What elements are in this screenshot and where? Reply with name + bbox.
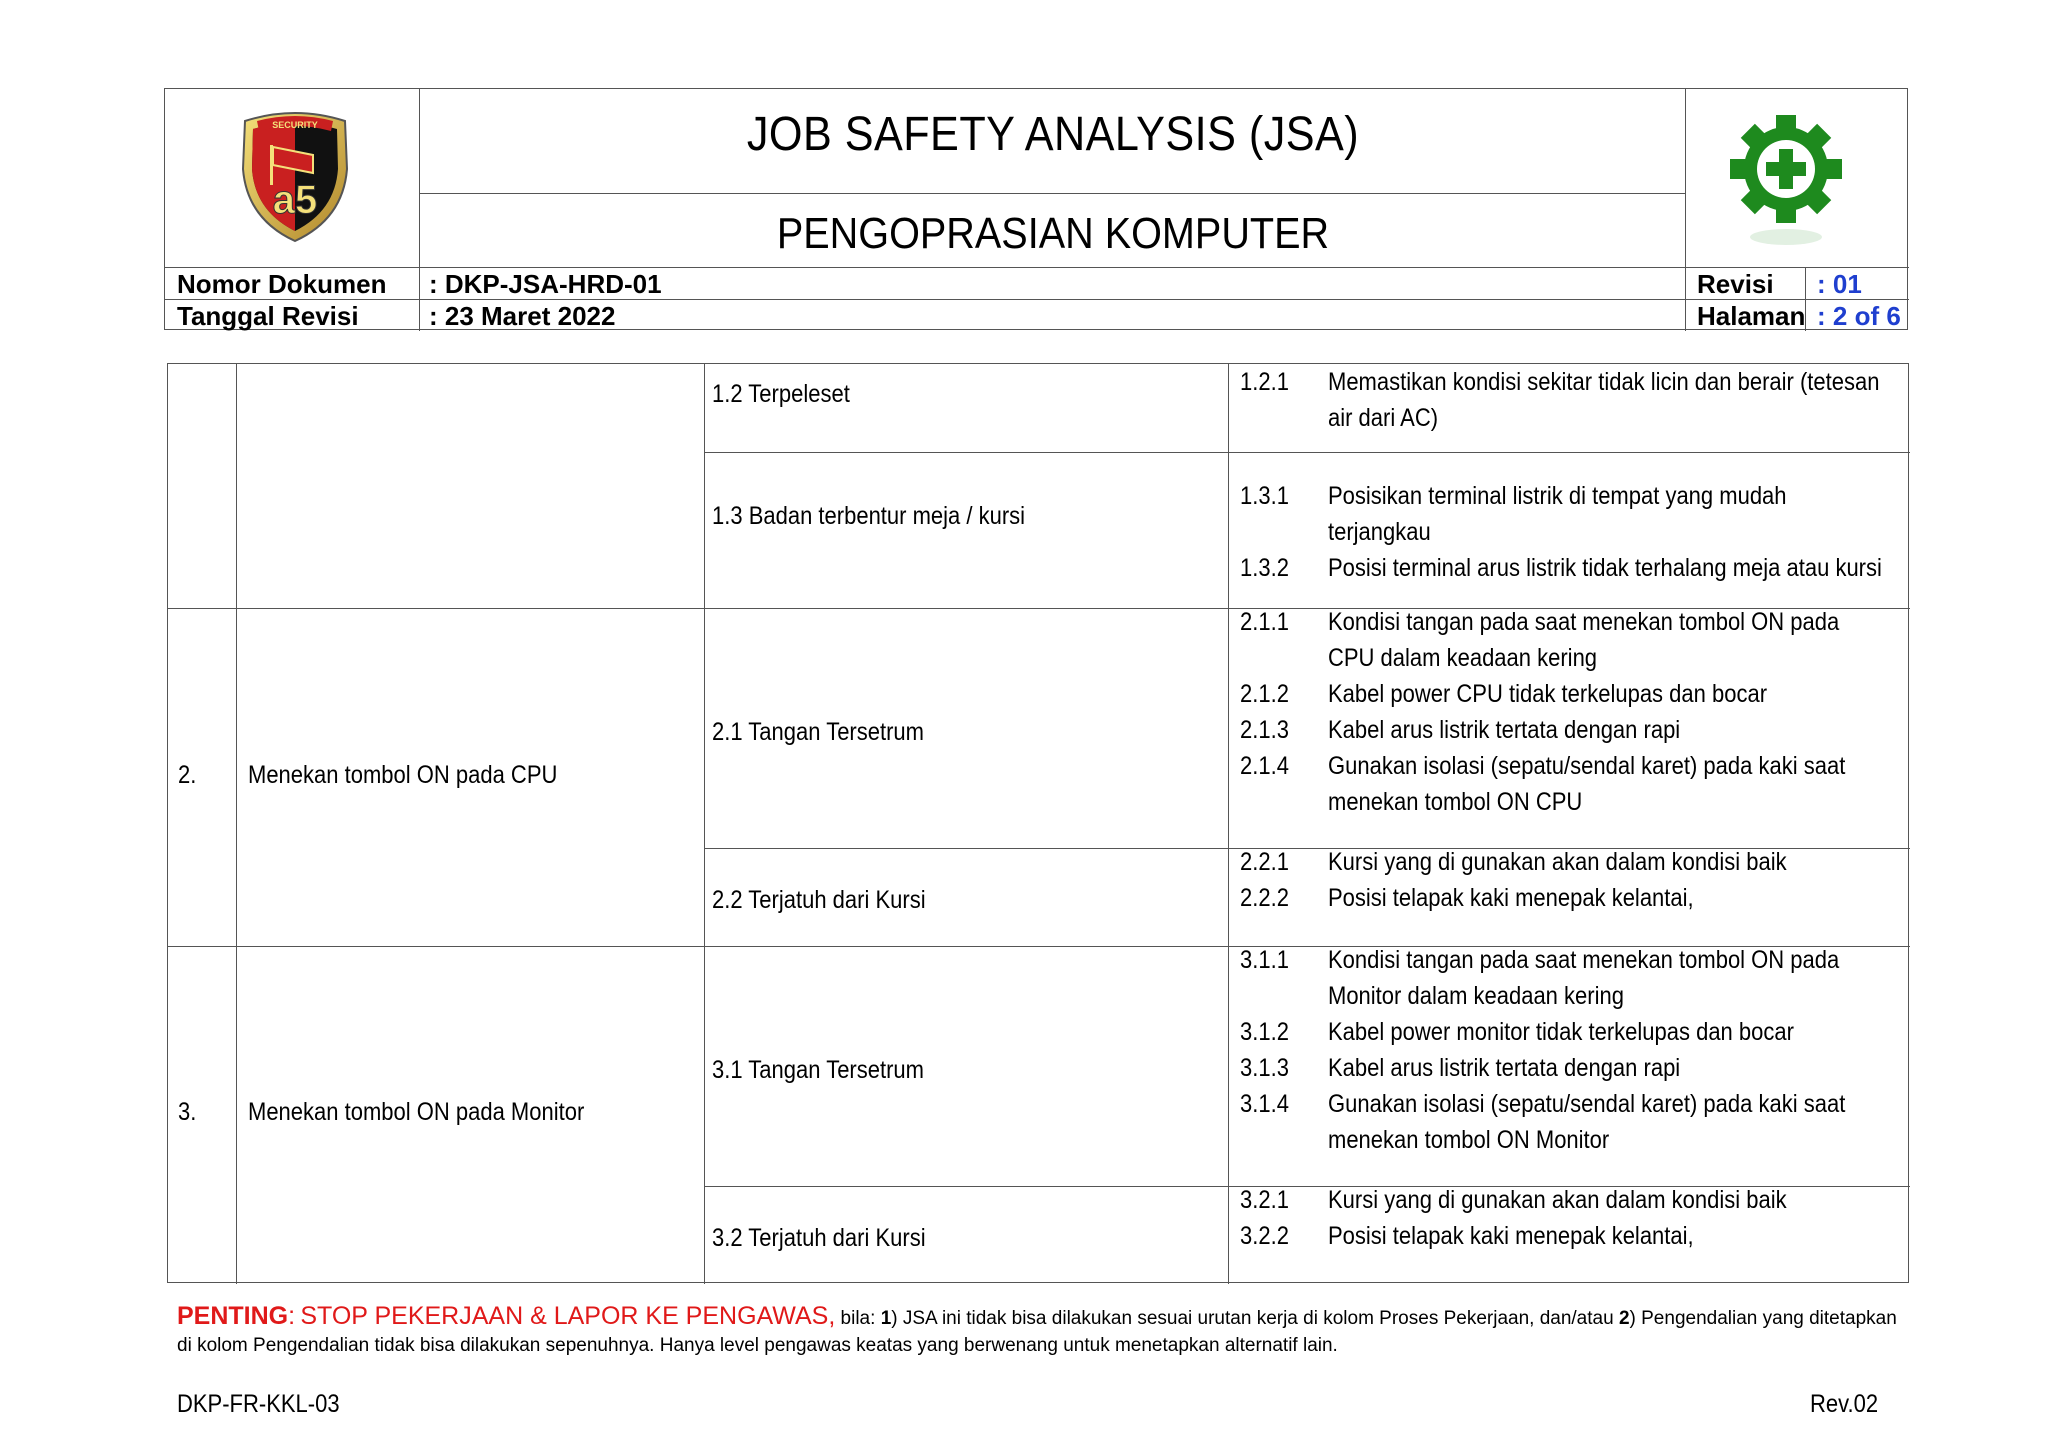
note-important-label: PENTING <box>177 1302 289 1330</box>
hazard-label: 2.1 Tangan Tersetrum <box>712 718 924 746</box>
safety-gear-cross-icon <box>1713 105 1863 255</box>
hazard-label: 3.1 Tangan Tersetrum <box>712 1056 924 1084</box>
step-description: Menekan tombol ON pada Monitor <box>248 1098 585 1126</box>
svg-text:SECURITY: SECURITY <box>272 120 318 130</box>
note-colon: : <box>288 1302 296 1330</box>
page-number-value: : 2 of 6 <box>1817 301 1901 331</box>
form-revision: Rev.02 <box>1810 1390 1879 1418</box>
note-text-2: ) JSA ini tidak bisa dilakukan sesuai urutan kerja di kolom Proses Pekerjaan, dan/atau <box>891 1308 1619 1329</box>
revision-date-value: : 23 Maret 2022 <box>429 301 616 331</box>
revision-label: Revisi <box>1697 269 1774 299</box>
svg-text:a5: a5 <box>272 178 318 222</box>
step-number: 2. <box>178 761 197 789</box>
doc-number-value: : DKP-JSA-HRD-01 <box>429 269 662 299</box>
step-number: 3. <box>178 1098 197 1126</box>
hazard-label: 1.2 Terpeleset <box>712 380 850 408</box>
revision-value: : 01 <box>1817 269 1862 299</box>
page-number-label: Halaman <box>1697 301 1806 331</box>
note-text-3: ) Pengendalian yang ditetapkan di kolom Pengendalian tidak bisa dilakukan sepenuhnya. Hanya level pengawas keatas yang berwenang untuk menetapkan alternatif lain. <box>177 1308 1897 1356</box>
page-subtitle: PENGOPRASIAN KOMPUTER <box>776 209 1330 258</box>
form-code: DKP-FR-KKL-03 <box>177 1390 340 1418</box>
note-comma: , <box>828 1302 836 1330</box>
page-title: JOB SAFETY ANALYSIS (JSA) <box>746 108 1360 161</box>
security-badge-logo <box>235 109 355 244</box>
important-note <box>177 1303 1897 1359</box>
note-number-2: 2 <box>1618 1308 1630 1329</box>
note-text-1: bila: <box>835 1308 881 1329</box>
doc-number-label: Nomor Dokumen <box>177 269 387 299</box>
revision-date-label: Tanggal Revisi <box>177 301 359 331</box>
document-header <box>164 88 1908 330</box>
note-number-1: 1 <box>880 1308 892 1329</box>
hazard-label: 2.2 Terjatuh dari Kursi <box>712 886 926 914</box>
hazard-label: 1.3 Badan terbentur meja / kursi <box>712 502 1026 530</box>
note-stop-warning: STOP PEKERJAAN & LAPOR KE PENGAWAS <box>300 1302 829 1330</box>
jsa-table: 1.2 Terpeleset 1.2.1 Memastikan kondisi sekitar tidak licin dan berair (tetesan air dari AC) 1.3 Badan terbentur meja / kursi 1.3.1 Posisikan terminal listrik di tempat yang mudah terjangkau 1.3.2 Posisi terminal arus listrik tidak terhalang meja atau kursi 2. Menekan tombol ON pada CPU 2.1 Tangan Tersetrum 2.1.1 Kondisi tangan pada saat menekan tombol ON pada CPU dalam keadaan kering 2.1.2 Kabel power CPU tidak terkelupas dan bocar 2.1.3 Kabel arus listrik tertata dengan rapi 2.1.4 Gunakan isolasi (sepatu/sendal karet) pada kaki saat menekan tombol ON CPU 2.2 Terjatuh dari Kursi 2.2.1 Kursi yang di gunakan akan dalam kondisi baik 2.2.2 Posisi telapak kaki menepak kelantai, 3. Menekan tombol ON pada Monitor 3.1 Tangan Tersetrum 3.1.1 Kondisi tangan pada saat menekan tombol ON pada Monitor dalam keadaan kering 3.1.2 Kabel power monitor tidak terkelupas dan bocar 3.1.3 Kabel arus listrik tertata dengan rapi 3.1.4 Gunakan isolasi (sepatu/sendal karet) pada kaki saat menekan tombol ON Monitor 3.2 Terjatuh dari Kursi 3.2.1 Kursi yang di gunakan akan dalam kondisi baik 3.2.2 Posisi telapak kaki menepak kelantai, <box>167 363 1909 1283</box>
hazard-label: 3.2 Terjatuh dari Kursi <box>712 1224 926 1252</box>
step-description: Menekan tombol ON pada CPU <box>248 761 558 789</box>
